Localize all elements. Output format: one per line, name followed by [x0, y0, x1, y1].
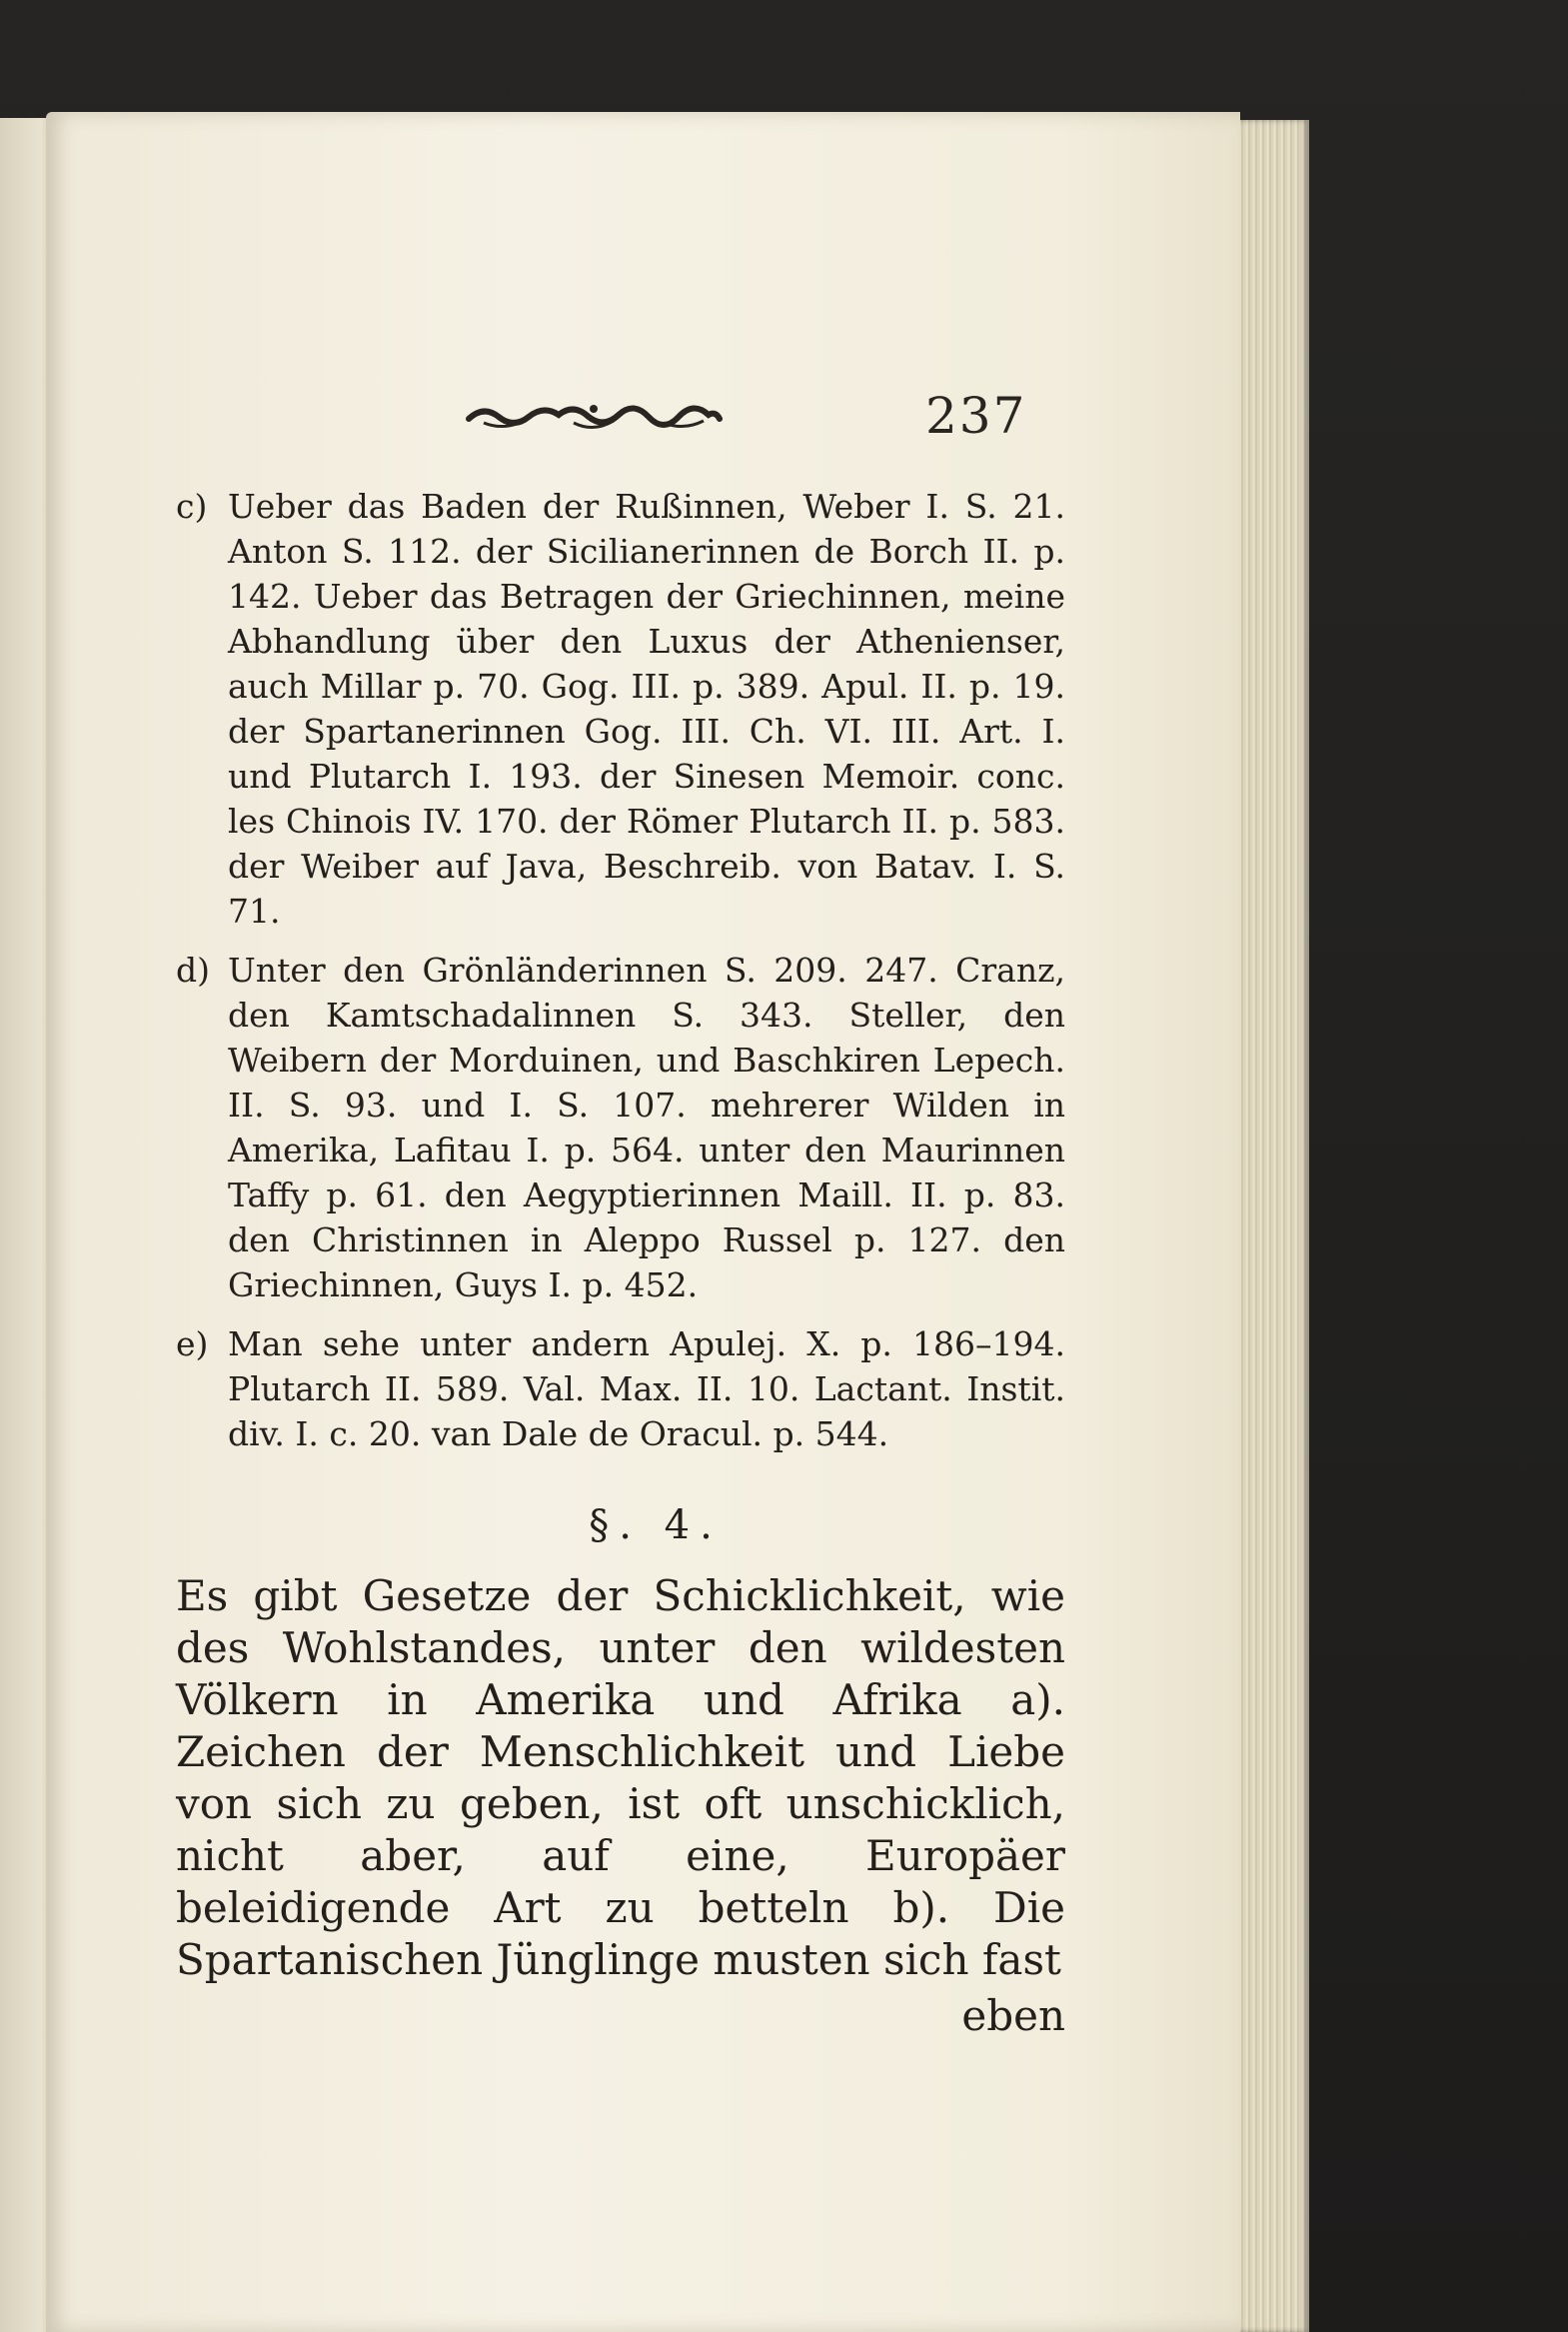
book-page — [46, 112, 1240, 2332]
footnote-label: c) — [176, 487, 208, 526]
page-text — [176, 484, 1065, 2042]
catchword: eben — [961, 1991, 1065, 2040]
ornament-icon — [464, 397, 724, 437]
book-fore-edge — [1237, 120, 1309, 2332]
footnote-text: Ueber das Baden der Rußinnen, Weber I. S. 21. Anton S. 112. der Sicilianerinnen de Borch II. p. 142. Ueber das Betragen der Griechinnen, meine Abhandlung über den Luxus der Athenienser, auch Millar p. 70. Gog. III. p. 389. Apul. II. p. 19. der Spartanerinnen Gog. III. Ch. VI. III. Art. I. und Plutarch I. 193. der Sinesen Memoir. conc. les Chinois IV. 170. der Römer Plutarch II. p. 583. der Weiber auf Java, Beschreib. von Batav. I. S. 71. — [228, 487, 1065, 931]
footnote-label: d) — [176, 951, 210, 990]
section-body: Es gibt Gesetze der Schicklichkeit, wie des Wohlstandes, unter den wildesten Völkern in Amerika und Afrika a). Zeichen der Menschlichkeit und Liebe von sich zu geben, ist oft unschicklich, nicht aber, auf eine, Europäer beleidigende Art zu betteln b). Die Spartanischen Jünglinge musten sich fast — [176, 1571, 1065, 1984]
footnote-e — [176, 1321, 1065, 1456]
footnote-text: Man sehe unter andern Apulej. X. p. 186–194. Plutarch II. 589. Val. Max. II. 10. Lactant. Instit. div. I. c. 20. van Dale de Oracul. p. 544. — [228, 1324, 1065, 1453]
footnote-label: e) — [176, 1324, 209, 1363]
footnote-c — [176, 484, 1065, 934]
footnote-text: Unter den Grönländerinnen S. 209. 247. Cranz, den Kamtschadalinnen S. 343. Steller, den Weibern der Morduinen, und Baschkiren Lepech. II. S. 93. und I. S. 107. mehrerer Wilden in Amerika, Lafitau I. p. 564. unter den Maurinnen Taffy p. 61. den Aegyptierinnen Maill. II. p. 83. den Christinnen in Aleppo Russel p. 127. den Griechinnen, Guys I. p. 452. — [228, 951, 1065, 1304]
footnote-d — [176, 948, 1065, 1307]
section-heading: §. 4. — [589, 1502, 723, 1548]
page-number: 237 — [925, 387, 1027, 445]
running-header — [46, 387, 1240, 457]
